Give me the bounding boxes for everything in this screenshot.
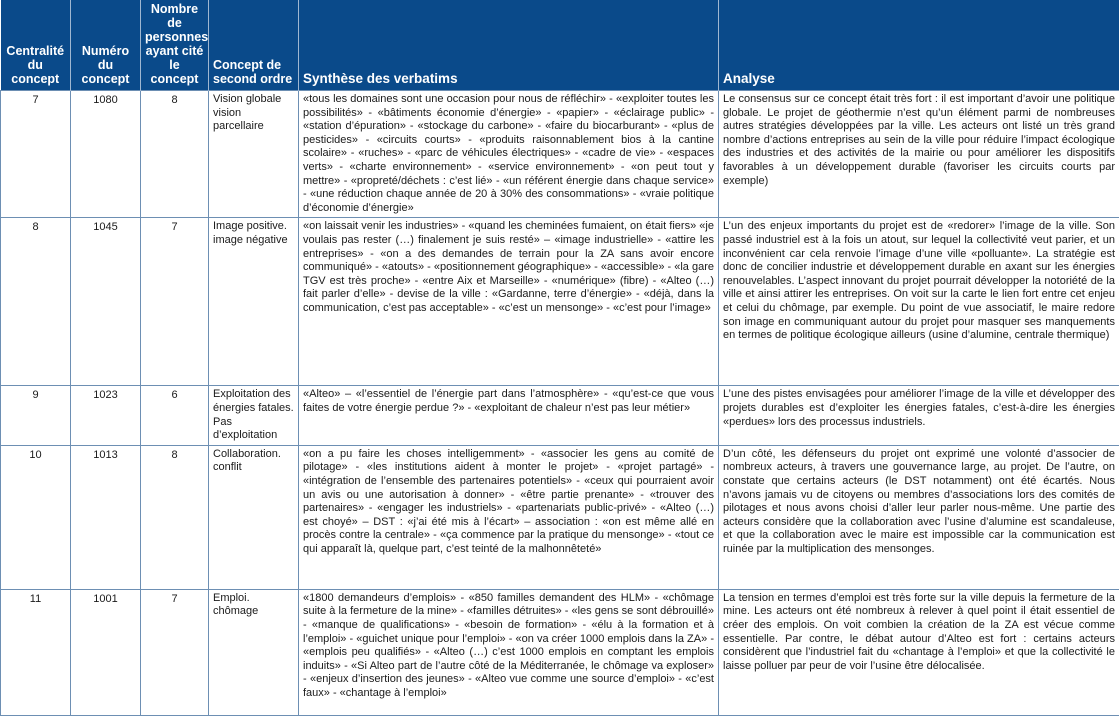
table-row [1,218,1119,386]
cell-synthese: «on laissait venir les industries» - «quand les cheminées fumaient, on était fiers» «je voulais pas rester (…) finalement je suis resté» – «image industrielle» - «attire les entreprises» - «on a des demandes de terrain pour la ZA sans avoir encore communiqué» - «atouts» - «positionnement géographique» - «accessible» - «la gare TGV est très proche» - «entre Aix et Marseille» - «numérique» (fibre) - «Alteo (…) fait parler d’elle» - devise de la ville : «Gardanne, terre d’énergie» - «déjà, dans la communication, c’est pas acceptable» - «c’est un mensonge» - «c’est pour l’image» [299,218,719,386]
cell-analyse: L’une des pistes envisagées pour améliorer l’image de la ville et développer des projets durables est d’exploiter les énergies fatales, c’est-à-dire les énergies «perdues» lors des processus industriels. [719,386,1119,445]
cell-numero: 1013 [71,445,141,589]
table-row [1,445,1119,589]
cell-analyse: D’un côté, les défenseurs du projet ont exprimé une volonté d’associer de nombreux acteurs, à travers une gouvernance large, au projet. De l’autre, on constate que certains acteurs (le DST notamment) ont été écartés. Nous n’avons jamais vu de citoyens ou membres d’associations lors des comités de pilotages et nous avons choisi d’aller leur parler nous-même. Une partie des acteurs considère que la collaboration avec l’usine d’alumine est scandaleuse, et que la collaboration avec le maire est impossible car la communication est ruinée par la multiplication des mensonges. [719,445,1119,589]
cell-nombre: 8 [141,445,209,589]
table-row [1,91,1119,218]
header-centralite: Centralité du concept [1,0,71,91]
cell-numero: 1023 [71,386,141,445]
cell-numero: 1080 [71,91,141,218]
cell-analyse: L’un des enjeux importants du projet est de «redorer» l’image de la ville. Son passé industriel est à la fois un atout, sur lequel la collectivité veut parier, et un inconvénient car cela renvoie l’image d’une ville «polluante». La stratégie est donc de concilier industrie et développement durable en axant sur les énergies renouvelables. L’aspect innovant du projet pourrait développer la notoriété de la ville et ainsi attirer les entreprises. On voit sur la carte le lien fort entre cet enjeu et celui du chômage, par exemple. Du point de vue associatif, le maire redore son image en communiquant autour du projet pour masquer ses manquements en termes de politique écologique ailleurs (usine d’alumine, centrale thermique) [719,218,1119,386]
table-row [1,386,1119,445]
header-nombre: Nombre de personnes ayant cité le concept [141,0,209,91]
cell-synthese: «Alteo» – «l’essentiel de l’énergie part dans l’atmosphère» - «qu’est-ce que vous faites de votre énergie perdue ?» - «exploitant de chaleur n’est pas leur métier» [299,386,719,445]
cell-centralite: 7 [1,91,71,218]
cell-analyse: La tension en termes d’emploi est très forte sur la ville depuis la fermeture de la mine. Les acteurs ont été nombreux à relever à quel point il était essentiel de créer des emplois. On voit combien la création de la ZA est vécue comme essentielle. Par contre, le débat autour d’Alteo est fort : certains acteurs considèrent que l’industriel fait du «chantage à l’emploi» et que la collectivité le laisse polluer par peur de voir l’usine être délocalisée. [719,589,1119,715]
cell-numero: 1045 [71,218,141,386]
cell-centralite: 9 [1,386,71,445]
table-row [1,589,1119,715]
cell-concept: Emploi. chômage [209,589,299,715]
cell-nombre: 8 [141,91,209,218]
cell-concept: Image positive. image négative [209,218,299,386]
cell-analyse: Le consensus sur ce concept était très fort : il est important d’avoir une politique globale. Le projet de géothermie n’est qu’un élément parmi de nombreuses autres stratégies développées par la ville. Les acteurs ont listé un très grand nombre d’actions entreprises au sein de la ville pour réduire l’impact écologique des industries et des activités de la mairie ou pour améliorer les dispositifs favorables à un développement durable (favoriser les circuits courts par exemple) [719,91,1119,218]
header-row [1,0,1119,91]
cell-concept: Exploitation des énergies fatales. Pas d’exploitation [209,386,299,445]
cell-synthese: «tous les domaines sont une occasion pour nous de réfléchir» - «exploiter toutes les possibilités» - «bâtiments économie d’énergie» - «papier» - «éclairage public» - «station d’épuration» - «stockage du carbone» - «faire du biocarburant» - «plus de pesticides» - «circuits courts» - «produits raisonnablement bios à la cantine scolaire» - «ruches» - «parc de véhicules électriques» - «cadre de vie» - «espaces verts» - «charte environnement» - «service environnement» - «on peut tout y mettre» - «propreté/déchets : c’est lié» - «un référent énergie dans chaque service» - «une réduction chaque année de 20 à 30% des consommations» - «vraie politique d’économie d’énergie» [299,91,719,218]
cell-centralite: 11 [1,589,71,715]
cell-centralite: 8 [1,218,71,386]
cell-concept: Collaboration. conflit [209,445,299,589]
cell-synthese: «on a pu faire les choses intelligemment» - «associer les gens au comité de pilotage» - «les institutions aident à monter le projet» - «projet partagé» - «intégration de l’ensemble des partenaires potentiels» - «ceux qui pourraient avoir un avis ou une autorisation à donner» - «être partie prenante» - «trouver des partenaires» - «engager les industriels» - «partenariats public-privé» - «Alteo (…) est choyé» – DST : «j’ai été mis à l’écart» – association : «on est même allé en procès contre la centrale» - «ça commence par la pratique du mensonge» - «tout ce qui apparaît là, quelque part, c’est teinté de la malhonnêteté» [299,445,719,589]
cell-nombre: 7 [141,589,209,715]
header-concept: Concept de second ordre [209,0,299,91]
cell-nombre: 7 [141,218,209,386]
cell-numero: 1001 [71,589,141,715]
cell-nombre: 6 [141,386,209,445]
header-synthese: Synthèse des verbatims [299,0,719,91]
cell-centralite: 10 [1,445,71,589]
cell-concept: Vision globale vision parcellaire [209,91,299,218]
header-analyse: Analyse [719,0,1119,91]
header-numero: Numéro du concept [71,0,141,91]
cell-synthese: «1800 demandeurs d’emplois» - «850 familles demandent des HLM» - «chômage suite à la fermeture de la mine» - «familles détruites» - «les gens se sont débrouillé» - «manque de qualifications» - «besoin de formation» - «élu à la formation et à l’emploi» - «guichet unique pour l’emploi» - «on va créer 1000 emplois dans la ZA» - «emplois peu qualifiés» - «Alteo (…) c’est 1000 emplois en comptant les emplois induits» - «Si Alteo part de l’autre côté de la Méditerranée, le chômage va exploser» - «enjeux d’insertion des jeunes» - «Alteo vue comme une source d’emploi» - «c’est faux» - «chantage à l’emploi» [299,589,719,715]
